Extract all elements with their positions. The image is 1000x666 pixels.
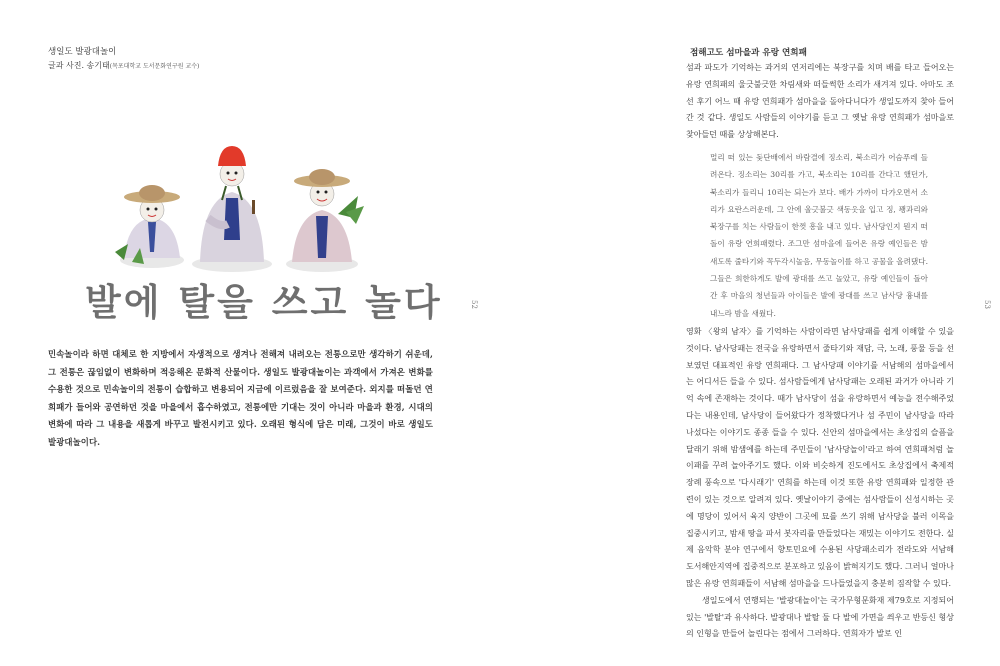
section-title: 생일도 발광대놀이 — [48, 47, 117, 57]
byline — [48, 60, 199, 71]
page-number-right: 53 — [983, 300, 991, 309]
page-number-left: 52 — [470, 300, 478, 309]
figurine-left — [115, 185, 184, 268]
figurine-right — [286, 169, 364, 272]
figurines-photo — [110, 140, 370, 275]
article-subtitle: 점해고도 섬마을과 유랑 연희패 — [690, 48, 807, 58]
body-paragraph: 생일도에서 연행되는 '발광대놀이'는 국가무형문화재 제79호로 지정되어 있는 '발탈'과 유사하다. 발광대나 발탈 둘 다 발에 가면을 씌우고 반등신 형상의 인형을 만들어 놀린다는 점에서 그러하다. 연희자가 발로 인 — [686, 595, 954, 639]
intro-paragraph: 민속놀이라 하면 대체로 한 지방에서 자생적으로 생겨나 전해져 내려오는 전통으로만 생각하기 쉬운데, 그 전통은 끊임없이 변화하며 적응해온 문화적 산물이다. 생일도 발광대놀이는 과객에서 가져온 변화를 수용한 것으로 민속놀이의 전통이 습합하고 변용되어 지금에 이르렀음을 잘 보여준다. 외지를 떠돌던 연희패가 들어와 공연하던 것을 마을에서 흡수하였고, 전통에만 기대는 것이 아니라 마을과 환경, 시대의 변화에 따라 그 내용을 새롭게 바꾸고 발전시키고 있다. 오래된 형식에 담은 미래, 그것이 바로 생일도 발광대놀이다. — [48, 349, 433, 447]
byline-affiliation: (목포대학교 도서문화연구원 교수) — [109, 63, 200, 70]
right-page — [500, 0, 1000, 666]
body-text — [686, 324, 954, 643]
quote-paragraph: 멀리 떠 있는 돛단배에서 바람결에 징소리, 북소리가 어슴푸레 들려온다. 징소리는 30리를 가고, 북소리는 10리를 간다고 했던가, 북소리가 들리니 10리는 되는가 보다. 배가 가까이 다가오면서 소리가 요란스러운데, 그 안에 울긋불긋 색동옷을 입고 징, 꽹과리와 북장구를 치는 사람들이 한껏 흥을 내고 있다. 남사당인지 뭔지 떠돌이 유랑 연희패렸다. 조그만 섬마을에 들어온 유랑 예인들은 밤새도록 줄타기와 꼭두각시놀음, 무동놀이를 하고 공물을 올려댔다. 그들은 희한하게도 발에 광대를 쓰고 놀았고, 유랑 예인들이 돌아간 후 마을의 청년들과 아이들은 발에 광대를 쓰고 남사당 흉내를 내느라 밤을 새웠다. — [710, 153, 928, 318]
lead-paragraph: 섬과 파도가 기억하는 과거의 연저리에는 북장구를 치며 배를 타고 들어오는 유랑 연희패의 울긋불긋한 차림새와 떠들썩한 소리가 새겨져 있다. 아마도 조선 후기 어느 때 유랑 연희패가 섬마을을 돌아다니다가 생일도까지 찾아 들어간 것 같다. 생일도 사람들의 이야기를 듣고 그 옛날 유랑 연희패가 섬마을로 찾아들던 때를 상상해본다. — [686, 63, 954, 140]
body-paragraph: 영화 〈왕의 남자〉를 기억하는 사람이라면 남사당패를 쉽게 이해할 수 있을 것이다. 남사당패는 전국을 유랑하면서 줄타기와 재담, 극, 노래, 풍물 등을 선보였던 대표적인 유랑 연희패다. 그 남사당패 이야기를 서남해의 섬마을에서는 어디서든 들을 수 있다. 섬사람들에게 남사당패는 오래된 과거가 아니라 기억 속에 존재하는 것이다. 때가 남사당이 섬을 유랑하면서 예능을 전수해주었다는 내용인데, 남사당이 들어왔다가 정착했다거나 섬 주민이 남사당을 따라나섰다는 이야기도 종종 들을 수 있다. 신안의 섬마을에서는 초상집의 슬픔을 달래기 위해 밤샘에를 하는데 주민들이 '남사당놀이'라고 하여 연희패처럼 놀이패를 꾸려 놀아주기도 했다. 이와 비슷하게 진도에서도 초상집에서 축제적 장례 풍속으로 '다시래기' 연희를 하는데 이것 또한 유랑 연희패와 일정한 관련이 있는 것으로 알려져 있다. 옛날이야기 중에는 섬사람들이 신성시하는 곳에 명당이 있어서 육지 양반이 그곳에 묘를 쓰기 위해 남사당을 불러 이목을 집중시키고, 밤새 땅을 파서 봇자리를 만들었다는 재밌는 이야기도 전한다. 실제 음악학 분야 연구에서 향토민요에 수용된 사당패소리가 전라도와 서남해 도서해안지역에 집중적으로 분포하고 있음이 밝혀지기도 했다. 그러니 얼마나 많은 유랑 연희패들이 서남해 섬마을을 드나들었을지 충분히 짐작할 수 있다. — [686, 327, 954, 588]
figurine-center — [192, 146, 272, 272]
headline: 발에 탈을 쓰고 놀다 — [85, 281, 443, 324]
byline-author: 글과 사진. 송기태 — [48, 61, 110, 70]
